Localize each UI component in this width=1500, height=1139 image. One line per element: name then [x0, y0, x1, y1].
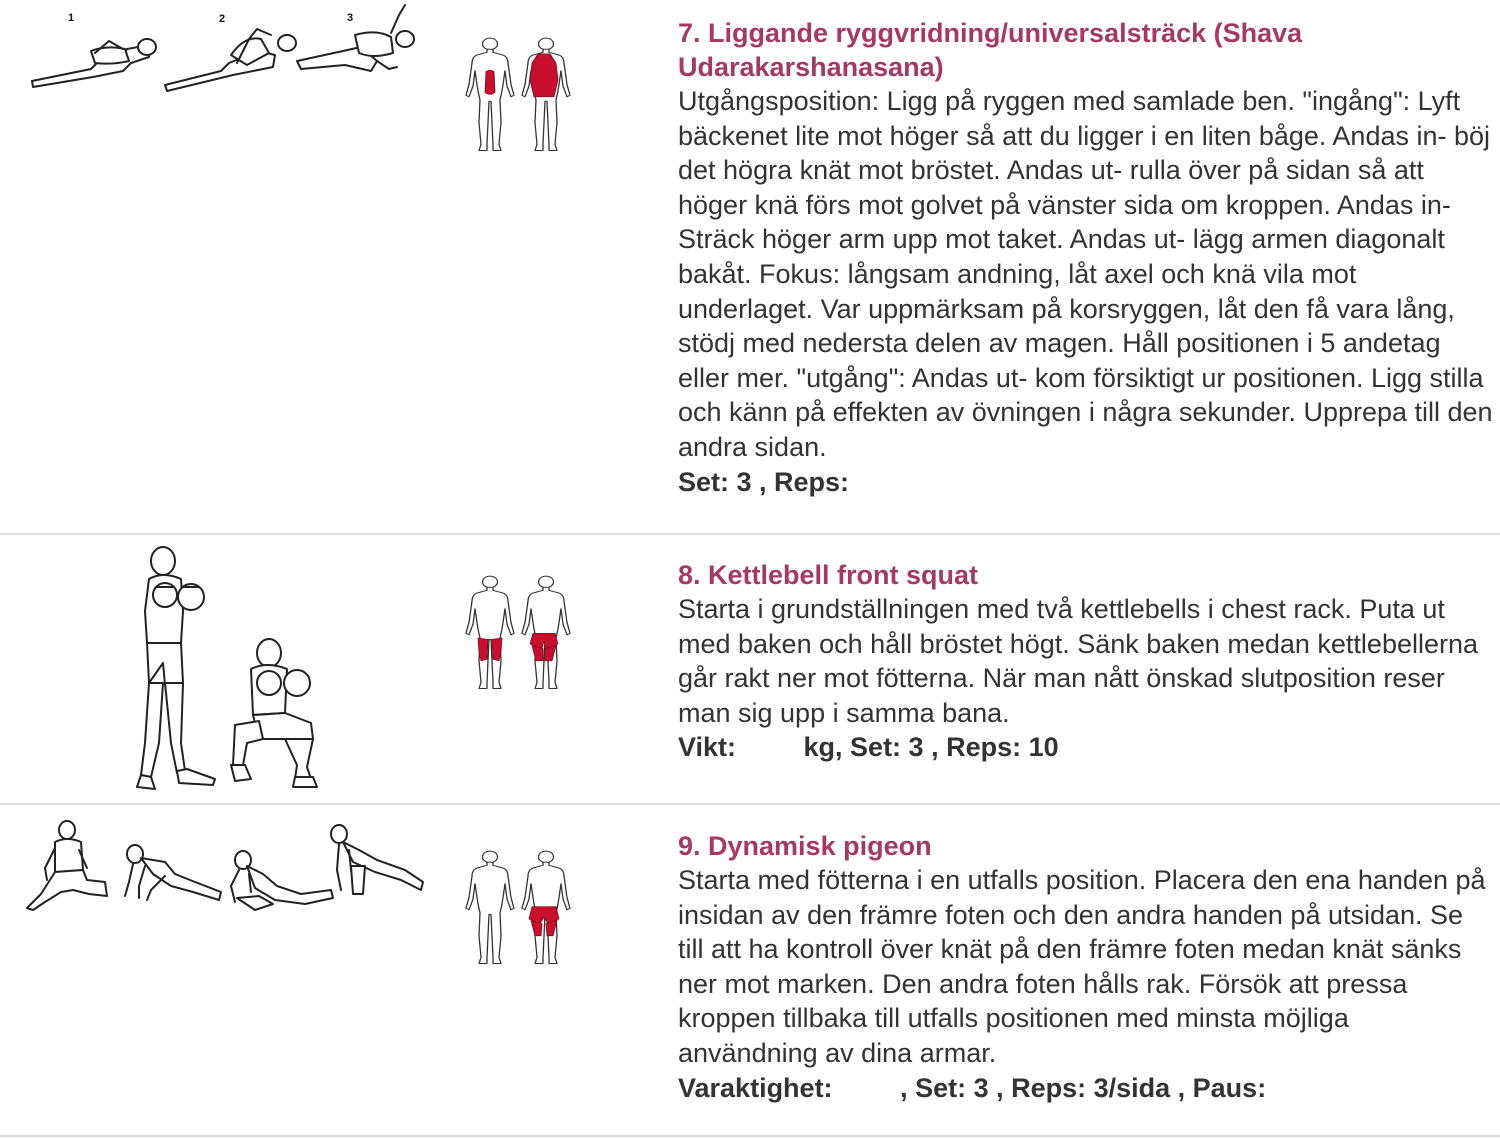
pose-1-figure	[32, 39, 156, 87]
exercise-9-text	[678, 829, 1493, 1105]
dynamic-pigeon-illustration	[25, 820, 425, 920]
step-label-2: 2	[219, 13, 226, 25]
lunge-figure	[27, 821, 107, 910]
step-label-3: 3	[347, 12, 354, 24]
return-lunge-figure	[331, 825, 423, 894]
standing-figure	[137, 547, 215, 789]
exercise-meta: Vikt: kg, Set: 3 , Reps: 10	[678, 732, 1059, 763]
exercise-meta: Varaktighet: , Set: 3 , Reps: 3/sida , Paus:	[678, 1072, 1267, 1103]
exercise-8	[0, 535, 1500, 803]
exercise-7	[0, 0, 1500, 533]
pose-3-figure	[297, 5, 414, 71]
lying-spinal-twist-illustration	[25, 5, 420, 100]
exercise-title: 8. Kettlebell front squat	[678, 560, 979, 590]
exercise-description: Starta i grundställningen med två kettlebells i chest rack. Puta ut med baken och håll bröstet högt. Sänk baken medan kettlebellerna går rakt ner mot fötterna. När man nått önskad slutposition reser man sig upp i samma bana.	[678, 594, 1479, 728]
squatting-figure	[231, 639, 317, 787]
exercise-8-text	[678, 558, 1493, 764]
exercise-description: Utgångsposition: Ligg på ryggen med samlade ben. "ingång": Lyft bäckenet lite mot höger så att du ligger i en liten båge. Andas in- böj det högra knät mot bröstet. Andas ut- rulla över på sidan så att höger knä förs mot golvet på vänster sida om kroppen. Andas in- Sträck höger arm upp mot taket. Andas ut- lägg armen diagonalt bakåt. Fokus: långsam andning, låt axel och knä vila mot underlaget. Var uppmärksam på korsryggen, låt den få vara lång, stödj med nedersta delen av magen. Håll positionen i 5 andetag eller mer. "utgång": Andas ut- kom försiktigt ur positionen. Ligg stilla och känn på effekten av övningen i några sekunder. Upprepa till den andra sidan.	[678, 86, 1493, 462]
kettlebell-front-squat-illustration	[135, 543, 320, 793]
exercise-meta: Set: 3 , Reps:	[678, 466, 850, 497]
pigeon-figure	[231, 851, 333, 910]
hands-down-figure	[125, 845, 221, 900]
abs-and-back-muscle-chart	[464, 37, 574, 152]
glutes-muscle-chart	[464, 850, 574, 965]
exercise-7-text	[678, 16, 1493, 499]
exercise-title: 7. Liggande ryggvridning/universalsträck (Shava Udarakarshanasana)	[678, 18, 1303, 82]
exercise-9	[0, 805, 1500, 1135]
pose-2-figure	[165, 29, 296, 91]
quads-and-glutes-muscle-chart	[464, 575, 574, 690]
exercise-title: 9. Dynamisk pigeon	[678, 831, 932, 861]
exercise-description: Starta med fötterna i en utfalls position. Placera den ena handen på insidan av den främre foten och den andra handen på utsidan. Se till att ha kontroll över knät på den främre foten medan knät sänks ner mot marken. Den andra foten hålls rak. Försök att pressa kroppen tillbaka till utfalls positionen med minsta möjliga användning av dina armar.	[678, 865, 1486, 1068]
step-label-1: 1	[68, 12, 75, 24]
divider	[0, 1135, 1500, 1137]
